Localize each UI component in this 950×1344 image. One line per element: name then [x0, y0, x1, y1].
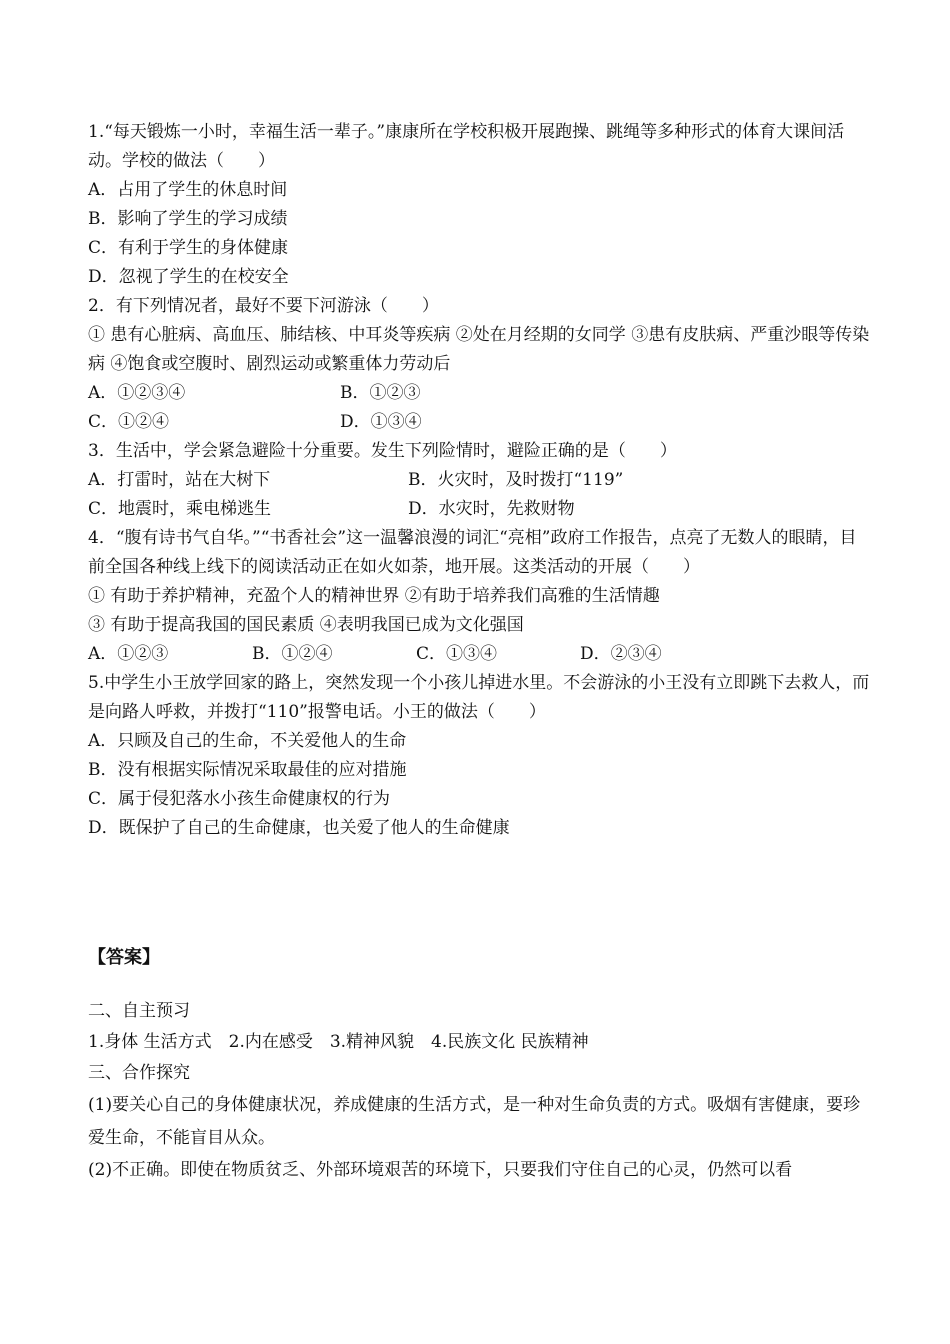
question-5-stem: 5.中学生小王放学回家的路上，突然发现一个小孩儿掉进水里。不会游泳的小王没有立即跳下去救人，而是向路人呼救，并拨打“110”报警电话。小王的做法（ ） [88, 673, 870, 722]
question-3-options-row-2 [88, 495, 870, 524]
question-4-option-b: B．①②④ [252, 644, 333, 664]
question-1-option-b: B．影响了学生的学习成绩 [88, 209, 288, 229]
question-2-option-c: C．①②④ [88, 412, 170, 432]
question-2-option-b: B．①②③ [340, 383, 421, 403]
question-4-option-c: C．①③④ [416, 644, 498, 664]
question-4-detail-1: ① 有助于养护精神，充盈个人的精神世界 ②有助于培养我们高雅的生活情趣 [88, 586, 660, 606]
question-4-options [88, 640, 870, 669]
question-4-detail-2: ③ 有助于提高我国的国民素质 ④表明我国已成为文化强国 [88, 615, 524, 635]
answer-title: 【答案】 [88, 947, 160, 968]
question-3-option-a: A．打雷时，站在大树下 [88, 470, 271, 490]
question-3-option-b: B．火灾时，及时拨打“119” [408, 470, 624, 490]
question-2-option-d: D．①③④ [340, 412, 422, 432]
section-2-heading: 二、自主预习 [88, 1001, 190, 1021]
section-3-item-1: (1)要关心自己的身体健康状况，养成健康的生活方式，是一种对生命负责的方式。吸烟有害健康，要珍爱生命，不能盲目从众。 [88, 1095, 861, 1148]
question-1-stem: 1.“每天锻炼一小时，幸福生活一辈子。”康康所在学校积极开展跑操、跳绳等多种形式的体育大课间活动。学校的做法（ ） [88, 122, 845, 171]
question-4-option-d: D．②③④ [580, 644, 662, 664]
question-2-stem: 2．有下列情况者，最好不要下河游泳（ ） [88, 296, 439, 316]
question-2-options-row-2 [88, 408, 870, 437]
section-3-item-2: (2)不正确。即使在物质贫乏、外部环境艰苦的环境下，只要我们守住自己的心灵，仍然可以看 [88, 1160, 793, 1180]
question-list [88, 118, 870, 843]
question-4-stem: 4．“腹有诗书气自华。”“书香社会”这一温馨浪漫的词汇“亮相”政府工作报告，点亮了无数人的眼睛，目前全国各种线上线下的阅读活动正在如火如荼，地开展。这类活动的开展（ ） [88, 528, 857, 577]
question-4-option-a: A．①②③ [88, 644, 169, 664]
section-3-heading: 三、合作探究 [88, 1063, 190, 1083]
section-2-content: 1.身体 生活方式 2.内在感受 3.精神风貌 4.民族文化 民族精神 [88, 1032, 589, 1052]
question-5-option-a: A．只顾及自己的生命，不关爱他人的生命 [88, 731, 407, 751]
question-3-option-c: C．地震时，乘电梯逃生 [88, 499, 272, 519]
question-3-options-row-1 [88, 466, 870, 495]
question-1-option-c: C．有利于学生的身体健康 [88, 238, 289, 258]
question-3-option-d: D．水灾时，先救财物 [408, 499, 575, 519]
answer-section [88, 996, 870, 1186]
question-2-options-row-1 [88, 379, 870, 408]
question-1-option-d: D．忽视了学生的在校安全 [88, 267, 289, 287]
question-2-option-a: A．①②③④ [88, 383, 186, 403]
question-2-detail: ① 患有心脏病、高血压、肺结核、中耳炎等疾病 ②处在月经期的女同学 ③患有皮肤病、严重沙眼等传染病 ④饱食或空腹时、剧烈运动或繁重体力劳动后 [88, 325, 870, 374]
question-1-option-a: A．占用了学生的休息时间 [88, 180, 288, 200]
question-3-stem: 3．生活中，学会紧急避险十分重要。发生下列险情时，避险正确的是（ ） [88, 441, 677, 461]
question-5-option-d: D．既保护了自己的生命健康，也关爱了他人的生命健康 [88, 818, 510, 838]
question-5-option-c: C．属于侵犯落水小孩生命健康权的行为 [88, 789, 391, 809]
question-5-option-b: B．没有根据实际情况采取最佳的应对措施 [88, 760, 407, 780]
